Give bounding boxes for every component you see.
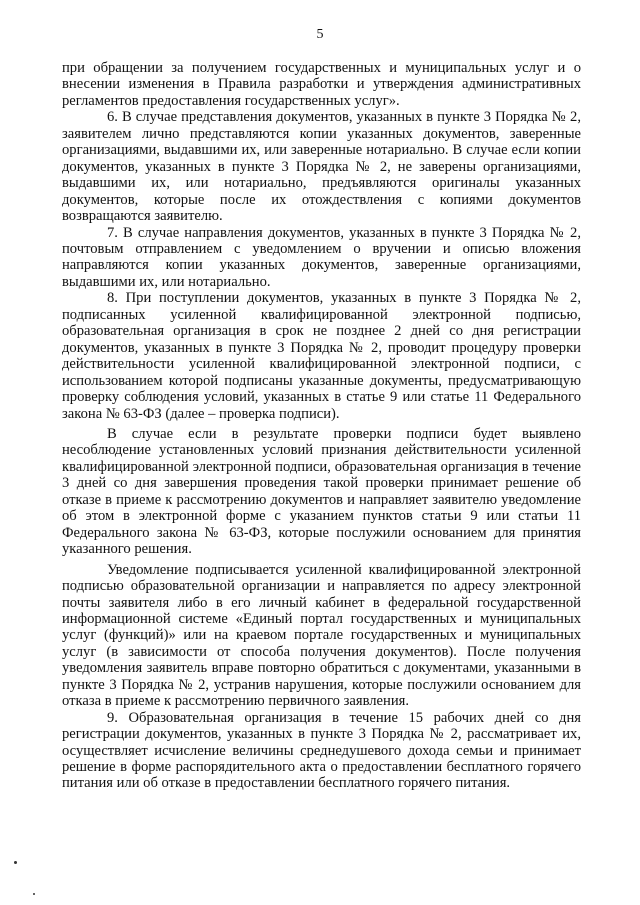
paragraph-signature-check-failure: В случае если в результате проверки подписи будет выявлено несоблюдение установленных условий признания действительности усиленной квалифицированной электронной подписи, образовательная организация в течение 3 дней со дня завершения проведения такой проверки принимает решение об отказе в приеме к рассмотрению документов и направляет заявителю уведомление об этом в электронной форме с указанием пунктов статьи 9 или статьи 11 Федерального закона № 63-ФЗ, которые послужили основанием для принятия указанного решения. xyxy=(62,425,581,558)
scan-speck xyxy=(33,893,35,895)
paragraph-item-8: 8. При поступлении документов, указанных в пункте 3 Порядка № 2, подписанных усиленной квалифицированной электронной подписью, образовательная организация в срок не позднее 2 дней со дня регистрации документов, указанных в пункте 3 Порядка № 2, проводит процедуру проверки действительности усиленной квалифицированной электронной подписи, с использованием которой подписаны указанные документы, предусматривающую проверку соблюдения условий, указанных в статье 9 или статье 11 Федерального закона № 63-ФЗ (далее – проверка подписи). xyxy=(62,290,581,422)
paragraph-continuation: при обращении за получением государственных и муниципальных услуг и о внесении изменения в Правила разработки и утверждения административных регламентов предоставления государственных услуг». xyxy=(62,60,581,109)
scan-speck xyxy=(14,861,17,864)
page-number: 5 xyxy=(316,27,324,42)
paragraph-item-7: 7. В случае направления документов, указанных в пункте 3 Порядка № 2, почтовым отправлением с уведомлением о вручении и описью вложения направляются копии указанных документов, заверенные организациями, выдавшими их, или нотариально. xyxy=(62,224,581,290)
paragraph-notification: Уведомление подписывается усиленной квалифицированной электронной подписью образовательной организации и направляется по адресу электронной почты заявителя либо в его личный кабинет в федеральной государственной информационной системе «Единый портал государственных и муниципальных услуг (функций)» или на краевом портале государственных и муниципальных услуг (в зависимости от способа получения документов). После получения уведомления заявитель вправе повторно обратиться с документами, указанными в пункте 3 Порядка № 2, устранив нарушения, которые послужили основанием для отказа в приеме к рассмотрению первичного заявления. xyxy=(62,561,581,710)
paragraph-item-6: 6. В случае представления документов, указанных в пункте 3 Порядка № 2, заявителем лично представляются копии указанных документов, заверенные организациями, выдавшими их, или заверенные нотариально. В случае если копии документов, указанных в пункте 3 Порядка № 2, не заверены организациями, выдавшими их, или нотариально, предъявляются оригиналы указанных документов, которые после их отождествления с копиями документов возвращаются заявителю. xyxy=(62,109,581,225)
document-body xyxy=(62,60,581,792)
paragraph-item-9: 9. Образовательная организация в течение 15 рабочих дней со дня регистрации документов, указанных в пункте 3 Порядка № 2, рассматривает их, осуществляет исчисление величины среднедушевого дохода семьи и принимает решение в форме распорядительного акта о предоставлении бесплатного горячего питания или об отказе в предоставлении бесплатного горячего питания. xyxy=(62,709,581,792)
